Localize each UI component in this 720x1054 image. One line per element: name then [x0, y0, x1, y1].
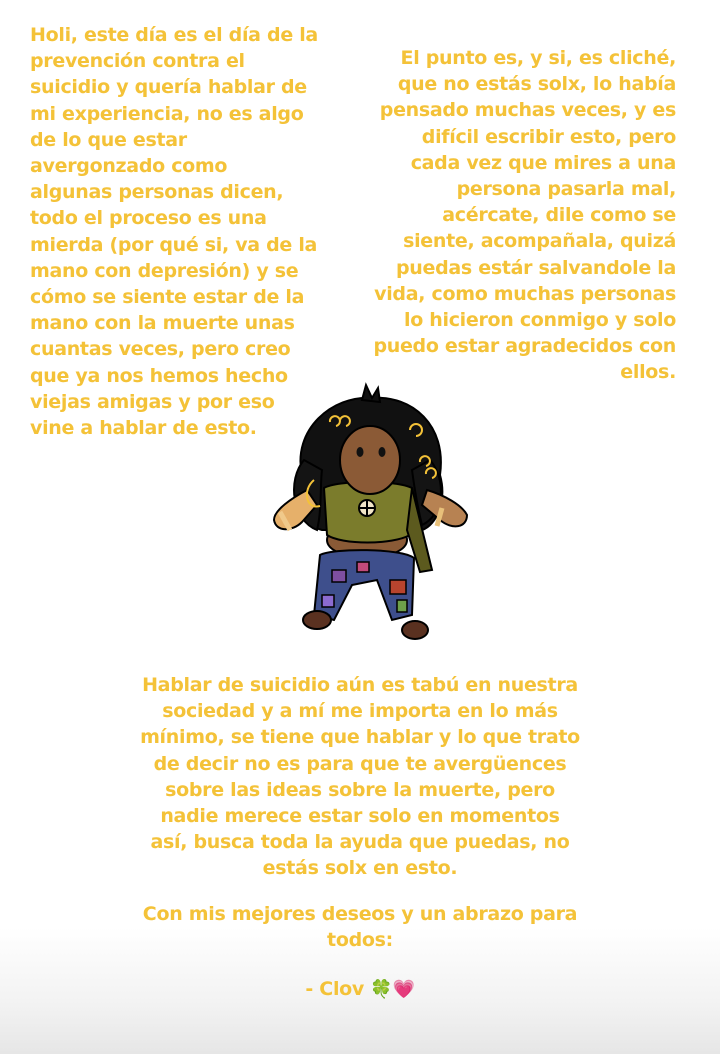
- message-paragraph-center: Hablar de suicidio aún es tabú en nuestra sociedad y a mí me importa en lo más mínimo, se tiene que hablar y lo que trato de decir no es para que te avergüences sobre las ideas sobre la muerte, pero nadie merece estar solo en momentos así, busca toda la ayuda que puedas, no estás solx en esto.: [140, 674, 580, 880]
- heart-icon: 💗: [392, 979, 415, 1000]
- message-paragraph-left: Holi, este día es el día de la prevención contra el suicidio y quería hablar de mi experiencia, no es algo de lo que estar avergonzado como algunas personas dicen, todo el proceso es una mierda (por qué si, va de la mano con depresión) y se cómo se siente estar de la mano con la muerte unas cuantas veces, pero creo que ya nos hemos hecho viejas amigas y por eso vine a hablar de esto.: [30, 24, 318, 440]
- signature: [110, 976, 610, 1003]
- message-paragraph-right: El punto es, y si, es cliché, que no estás solx, lo había pensado muchas veces, y es difícil escribir esto, pero cada vez que mires a una persona pasarla mal, acércate, dile como se siente, acompañala, quizá puedas estár salvandole la vida, como muchas personas lo hicieron conmigo y solo puedo estar agradecidos con ellos.: [373, 47, 676, 384]
- clover-icon: 🍀: [370, 979, 393, 1000]
- chibi-character-drawing: [262, 380, 472, 645]
- closing-line: Con mis mejores deseos y un abrazo para todos:: [142, 903, 578, 952]
- signature-name: - Clov: [305, 978, 365, 1000]
